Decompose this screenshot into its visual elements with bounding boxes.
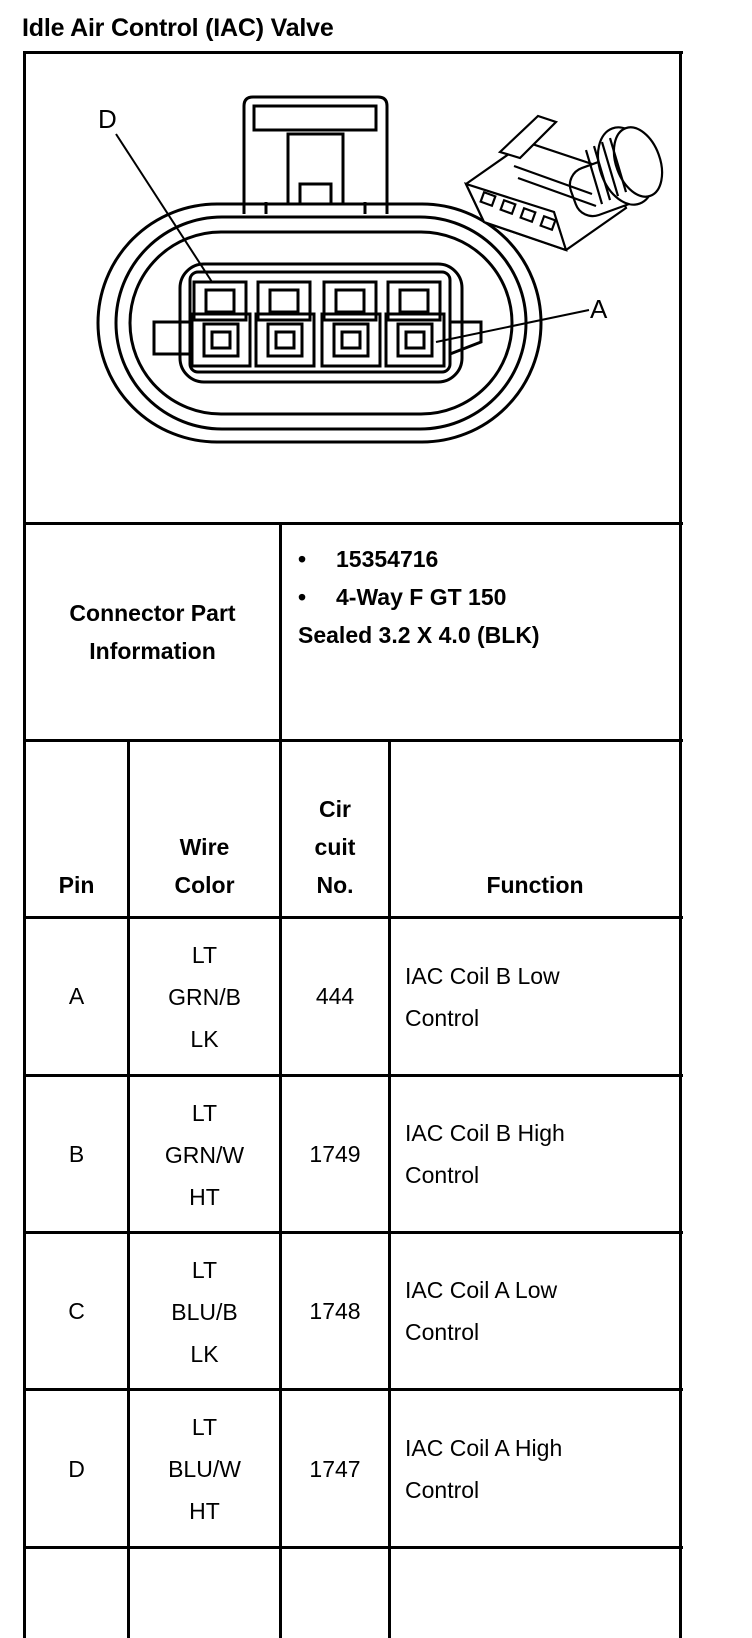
pin-cell: B xyxy=(68,1141,85,1167)
connector-diagram xyxy=(26,54,681,524)
function-cell: IAC Coil A High Control xyxy=(405,1435,563,1503)
connector-info-label-line1: Connector Part xyxy=(69,600,236,626)
pin-cell: A xyxy=(68,983,85,1009)
wire-color-cell: LT GRN/W HT xyxy=(164,1100,245,1210)
function-cell: IAC Coil A Low Control xyxy=(405,1277,558,1345)
connector-type: 4-Way F GT 150 xyxy=(336,584,507,610)
connector-info-label-line2: Information xyxy=(89,638,216,664)
connector-info-values xyxy=(298,540,540,654)
pin-cell: D xyxy=(68,1456,85,1482)
connector-latch xyxy=(244,97,387,214)
header-circuit-no: Cir cuit No. xyxy=(314,796,356,898)
circuit-cell: 1749 xyxy=(309,1141,361,1167)
header-function: Function xyxy=(486,872,584,898)
circuit-cell: 1747 xyxy=(309,1456,361,1482)
header-pin: Pin xyxy=(58,872,95,898)
part-number-item: • 15354716 xyxy=(298,546,439,572)
part-number: 15354716 xyxy=(336,546,439,572)
pin-cavities-bottom xyxy=(192,314,444,366)
connector-seal: Sealed 3.2 X 4.0 (BLK) xyxy=(298,622,540,648)
wire-color-cell: LT BLU/W HT xyxy=(168,1414,241,1524)
wire-color-cell: LT GRN/B LK xyxy=(168,942,241,1052)
circuit-cell: 1748 xyxy=(309,1298,361,1324)
pin-cell: C xyxy=(68,1298,85,1324)
connector-type-item: • 4-Way F GT 150 xyxy=(298,584,507,610)
function-cell: IAC Coil B Low Control xyxy=(405,963,560,1031)
circuit-cell: 444 xyxy=(315,983,355,1009)
leader-line-d xyxy=(116,134,212,282)
wire-color-cell: LT BLU/B LK xyxy=(171,1257,238,1367)
header-wire-color: Wire Color xyxy=(174,834,235,898)
function-cell: IAC Coil B High Control xyxy=(405,1120,565,1188)
connector-info-label xyxy=(26,525,279,739)
pin-label-a: A xyxy=(590,294,608,324)
page-title: Idle Air Control (IAC) Valve xyxy=(22,14,334,42)
pin-label-d: D xyxy=(98,104,117,134)
